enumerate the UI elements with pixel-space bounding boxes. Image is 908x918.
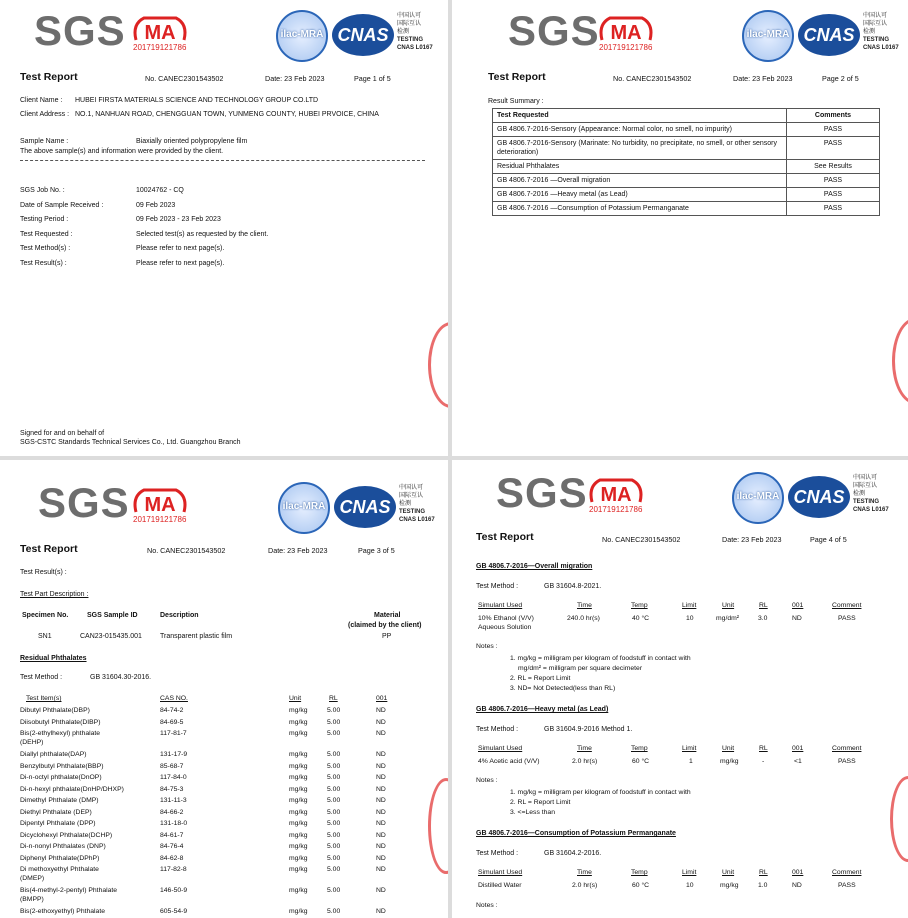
- phthalate-name: Bis(4-methyl-2-pentyl) Phthalate: [20, 887, 118, 894]
- rl-value: 5.00: [327, 866, 341, 873]
- phthalate-name: Diallyl phthalate(DAP): [20, 751, 87, 758]
- col-simulant: Simulant Used: [478, 869, 523, 876]
- comment-cell: PASS: [787, 174, 880, 188]
- comment-cell: PASS: [787, 202, 880, 216]
- phthalate-name: Diisobutyl Phthalate(DIBP): [20, 718, 101, 726]
- report-date: Date: 23 Feb 2023: [268, 546, 328, 555]
- table-row: [493, 123, 880, 137]
- note-line: 2. RL = Report Limit: [510, 675, 571, 682]
- col-time: Time: [577, 869, 592, 876]
- specimen-description: Transparent plastic film: [160, 633, 233, 640]
- cnas-logo: CNAS: [798, 14, 860, 56]
- rl-value: 5.00: [327, 785, 341, 793]
- col-rl: RL: [759, 869, 768, 876]
- test-results-label: Test Result(s) :: [20, 569, 67, 576]
- field-label: Test Requested :: [20, 231, 73, 238]
- rl-value: 5.00: [327, 808, 341, 816]
- field-label: SGS Job No. :: [20, 187, 65, 194]
- temp-value: 40 °C: [632, 615, 650, 622]
- col-time: Time: [577, 602, 592, 609]
- time-value: 2.0 hr(s): [572, 758, 598, 765]
- comment-cell: PASS: [787, 188, 880, 202]
- field-label: Date of Sample Received :: [20, 202, 104, 209]
- ilac-mra-logo: ilac-MRA: [732, 472, 784, 524]
- cnas-accreditation-text: 中国认可 国际互认 检测 TESTING CNAS L0167: [853, 475, 889, 513]
- rl-value: 5.00: [327, 843, 341, 850]
- phthalate-name: Bis(2-ethoxyethyl) Phthalate: [20, 908, 106, 915]
- cas-number: 84-69-5: [160, 718, 184, 726]
- sample-name-label: Sample Name :: [20, 138, 69, 145]
- comment-cell: PASS: [787, 137, 880, 160]
- col-rl: RL: [329, 695, 338, 702]
- temp-value: 60 °C: [632, 758, 650, 765]
- phthalate-name: Dibutyl Phthalate(DBP): [20, 707, 90, 714]
- page-number: Page 3 of 5: [358, 546, 395, 555]
- result-value: ND: [792, 882, 802, 889]
- report-date: Date: 23 Feb 2023: [733, 74, 793, 83]
- ilac-mra-logo: ilac-MRA: [742, 10, 794, 62]
- field-value: 09 Feb 2023: [136, 202, 176, 209]
- note-line: 3. ND= Not Detected(less than RL): [510, 685, 616, 692]
- client-name-label: Client Name :: [20, 97, 63, 104]
- unit-value: mg/kg: [289, 785, 308, 793]
- result-summary-label: Result Summary :: [488, 98, 544, 105]
- col-temp: Temp: [631, 869, 648, 876]
- cas-number: 84-74-2: [160, 707, 184, 714]
- col-comment: Comment: [832, 869, 862, 876]
- table-row: [493, 174, 880, 188]
- limit-value: 1: [689, 758, 693, 765]
- svg-text:MA: MA: [610, 22, 642, 44]
- time-value: 2.0 hr(s): [572, 882, 598, 889]
- test-method: GB 31604.8-2021.: [544, 583, 602, 590]
- col-test-requested: Test Requested: [493, 109, 787, 123]
- note-line: mg/dm² = milligram per square decimeter: [518, 665, 643, 672]
- col-rl: RL: [759, 602, 768, 609]
- table-row: [493, 137, 880, 160]
- result-summary-table: [492, 108, 880, 216]
- result-value: ND: [376, 887, 386, 894]
- page-number: Page 4 of 5: [810, 535, 847, 544]
- test-cell: GB 4806.7-2016-Sensory (Appearance: Normal color, no smell, no impurity): [493, 123, 787, 137]
- comment-value: PASS: [838, 615, 856, 622]
- result-value: ND: [376, 908, 386, 915]
- report-date: Date: 23 Feb 2023: [722, 535, 782, 544]
- unit-value: mg/kg: [289, 887, 308, 894]
- rl-value: 5.00: [327, 774, 341, 781]
- col-limit: Limit: [682, 869, 697, 876]
- table-row: [493, 160, 880, 174]
- notes-label: Notes :: [476, 643, 498, 650]
- field-value: Selected test(s) as requested by the client.: [136, 231, 269, 238]
- col-simulant: Simulant Used: [478, 745, 523, 752]
- unit-value: mg/kg: [289, 908, 308, 915]
- test-method: GB 31604.2-2016.: [544, 850, 602, 857]
- unit-value: mg/kg: [289, 718, 308, 726]
- rl-value: 5.00: [327, 908, 341, 915]
- result-value: ND: [376, 854, 386, 862]
- cnas-accreditation-text: 中国认可 国际互认 检测 TESTING CNAS L0167: [397, 13, 433, 51]
- col-comment: Comment: [832, 745, 862, 752]
- result-value: ND: [792, 615, 802, 622]
- report-title: Test Report: [476, 531, 534, 543]
- col-description: Description: [160, 612, 199, 619]
- section-heavy-metal-title: GB 4806.7-2016—Heavy metal (as Lead): [476, 706, 609, 713]
- ma-number: 201719121786: [133, 515, 187, 524]
- test-cell: GB 4806.7-2016-Sensory (Marinate: No turbidity, no precipitate, no smell, or other sensory deterioration): [493, 137, 787, 160]
- signed-line-1: Signed for and on behalf of: [20, 430, 105, 437]
- unit-value: mg/kg: [720, 882, 739, 889]
- test-method: GB 31604.9-2016 Method 1.: [544, 726, 633, 733]
- test-method-label: Test Method :: [476, 850, 519, 857]
- unit-value: mg/kg: [289, 707, 308, 714]
- result-value: ND: [376, 866, 386, 873]
- col-unit: Unit: [289, 695, 302, 702]
- rl-value: 5.00: [327, 707, 341, 714]
- field-value: Please refer to next page(s).: [136, 245, 225, 252]
- official-seal-stamp: [892, 318, 908, 404]
- svg-text:MA: MA: [600, 484, 632, 506]
- phthalate-name: Di-n-hexyl phthalate(DnHP/DHXP): [20, 785, 124, 793]
- phthalate-name: Di-n-nonyl Phthalates (DNP): [20, 843, 106, 850]
- cas-number: 84-66-2: [160, 808, 184, 816]
- client-address-label: Client Address :: [20, 111, 70, 118]
- phthalate-name: Dimethyl Phthalate (DMP): [20, 797, 99, 804]
- cnas-logo: CNAS: [334, 486, 396, 528]
- phthalate-name: Diphenyl Phthalate(DPhP): [20, 854, 100, 862]
- phthalate-abbrev: (DMEP): [20, 875, 45, 882]
- cnas-accreditation-text: 中国认可 国际互认 检测 TESTING CNAS L0167: [863, 13, 899, 51]
- note-line: 3. <=Less than: [510, 809, 555, 816]
- ma-number: 201719121786: [589, 505, 643, 514]
- svg-text:MA: MA: [144, 494, 176, 516]
- page-number: Page 2 of 5: [822, 74, 859, 83]
- col-material: Material: [374, 612, 401, 619]
- rl-value: 5.00: [327, 820, 341, 827]
- time-value: 240.0 hr(s): [567, 615, 600, 622]
- col-rl: RL: [759, 745, 768, 752]
- limit-value: 10: [686, 882, 694, 889]
- unit-value: mg/dm²: [716, 615, 740, 622]
- notes-label: Notes :: [476, 777, 498, 784]
- rl-value: 3.0: [758, 615, 768, 622]
- svg-text:MA: MA: [144, 22, 176, 44]
- col-limit: Limit: [682, 745, 697, 752]
- report-page-1: [0, 0, 448, 456]
- unit-value: mg/kg: [289, 831, 308, 839]
- col-comment: Comment: [832, 602, 862, 609]
- col-001: 001: [792, 602, 804, 609]
- client-name: HUBEI FIRSTA MATERIALS SCIENCE AND TECHNOLOGY GROUP CO.LTD: [75, 97, 319, 104]
- unit-value: mg/kg: [289, 866, 308, 873]
- cnas-logo: CNAS: [332, 14, 394, 56]
- result-value: ND: [376, 718, 386, 726]
- unit-value: mg/kg: [289, 854, 308, 862]
- divider: [20, 160, 425, 161]
- ilac-mra-logo: ilac-MRA: [276, 10, 328, 62]
- cas-number: 605-54-9: [160, 908, 188, 915]
- simulant-value-2: Aqueous Solution: [478, 624, 532, 631]
- unit-value: mg/kg: [289, 762, 308, 770]
- comment-cell: PASS: [787, 123, 880, 137]
- cas-number: 85-68-7: [160, 762, 184, 770]
- sgs-logo: SGS: [34, 7, 126, 54]
- ma-number: 201719121786: [599, 43, 653, 52]
- result-value: ND: [376, 843, 386, 850]
- ma-number: 201719121786: [133, 43, 187, 52]
- unit-value: mg/kg: [289, 843, 308, 850]
- simulant-value: 4% Acetic acid (V/V): [478, 758, 540, 765]
- col-unit: Unit: [722, 602, 735, 609]
- comment-value: PASS: [838, 758, 856, 765]
- col-unit: Unit: [722, 745, 735, 752]
- cas-number: 146-50-9: [160, 887, 188, 894]
- field-value: 09 Feb 2023 - 23 Feb 2023: [136, 216, 221, 223]
- specimen-no: SN1: [38, 633, 52, 640]
- official-seal-stamp: [428, 778, 448, 874]
- phthalate-name: Diethyl Phthalate (DEP): [20, 808, 92, 816]
- unit-value: mg/kg: [289, 774, 308, 781]
- cas-number: 131-11-3: [160, 797, 187, 804]
- rl-value: 5.00: [327, 762, 341, 770]
- phthalate-abbrev: (DEHP): [20, 739, 44, 746]
- simulant-value: Distilled Water: [478, 882, 522, 889]
- test-cell: GB 4806.7-2016 —Heavy metal (as Lead): [493, 188, 787, 202]
- field-label: Test Result(s) :: [20, 260, 67, 267]
- col-test-items: Test Item(s): [26, 695, 62, 702]
- field-value: Please refer to next page(s).: [136, 260, 225, 267]
- col-specimen-no: Specimen No.: [22, 612, 69, 619]
- cas-number: 117-81-7: [160, 730, 187, 737]
- phthalate-abbrev: (BMPP): [20, 896, 44, 903]
- rl-value: 5.00: [327, 887, 341, 894]
- table-row: [493, 188, 880, 202]
- col-simulant: Simulant Used: [478, 602, 523, 609]
- report-number: No. CANEC2301543502: [613, 74, 692, 83]
- result-value: ND: [376, 707, 386, 714]
- rl-value: 5.00: [327, 854, 341, 862]
- report-page-4: [452, 460, 908, 918]
- result-value: ND: [376, 730, 386, 737]
- rl-value: 5.00: [327, 831, 341, 839]
- phthalate-name: Dicyclohexyl Phthalate(DCHP): [20, 831, 113, 839]
- field-label: Test Method(s) :: [20, 245, 71, 252]
- rl-value: 1.0: [758, 882, 768, 889]
- result-value: ND: [376, 808, 386, 816]
- col-cas-no: CAS NO.: [160, 695, 188, 702]
- phthalate-name: Benzylbutyl Phthalate(BBP): [20, 762, 104, 770]
- limit-value: 10: [686, 615, 694, 622]
- unit-value: mg/kg: [720, 758, 739, 765]
- col-unit: Unit: [722, 869, 735, 876]
- cas-number: 84-61-7: [160, 831, 184, 839]
- test-cell: GB 4806.7-2016 —Overall migration: [493, 174, 787, 188]
- unit-value: mg/kg: [289, 730, 308, 737]
- comment-cell: See Results: [787, 160, 880, 174]
- table-row: [493, 202, 880, 216]
- field-value: 10024762 - CQ: [136, 187, 184, 194]
- notes-label: Notes :: [476, 902, 498, 909]
- note-line: 1. mg/kg = milligram per kilogram of foodstuff in contact with: [510, 789, 691, 796]
- sgs-logo: SGS: [38, 479, 130, 526]
- rl-value: 5.00: [327, 797, 341, 804]
- section-permanganate-title: GB 4806.7-2016—Consumption of Potassium Permanganate: [476, 830, 676, 837]
- note-line: 1. mg/kg = milligram per kilogram of foodstuff in contact with: [510, 655, 691, 662]
- report-title: Test Report: [488, 71, 546, 83]
- phthalate-name: Dipentyl Phthalate (DPP): [20, 820, 96, 827]
- cas-number: 117-84-0: [160, 774, 187, 781]
- sgs-logo: SGS: [508, 7, 600, 54]
- result-value: ND: [376, 797, 386, 804]
- col-material-note: (claimed by the client): [348, 622, 422, 629]
- report-page-2: [452, 0, 908, 456]
- client-address: NO.1, NANHUAN ROAD, CHENGGUAN TOWN, YUNMENG COUNTY, HUBEI PRVOICE, CHINA: [75, 111, 379, 118]
- ilac-mra-logo: ilac-MRA: [278, 482, 330, 534]
- table-header-row: [493, 109, 880, 123]
- sample-note: The above sample(s) and information were provided by the client.: [20, 148, 224, 155]
- note-line: 2. RL = Report Limit: [510, 799, 571, 806]
- result-value: ND: [376, 751, 386, 758]
- report-title: Test Report: [20, 543, 78, 555]
- result-value: ND: [376, 820, 386, 827]
- page-number: Page 1 of 5: [354, 74, 391, 83]
- cas-number: 84-62-8: [160, 854, 184, 862]
- cnas-accreditation-text: 中国认可 国际互认 检测 TESTING CNAS L0167: [399, 485, 435, 523]
- section-overall-migration-title: GB 4806.7-2016—Overall migration: [476, 563, 593, 570]
- report-number: No. CANEC2301543502: [145, 74, 224, 83]
- sample-name: Biaxially oriented polypropylene film: [136, 138, 248, 145]
- test-cell: GB 4806.7-2016 —Consumption of Potassium Permanganate: [493, 202, 787, 216]
- test-method: GB 31604.30-2016.: [90, 674, 152, 681]
- result-value: <1: [794, 758, 802, 765]
- comment-value: PASS: [838, 882, 856, 889]
- col-time: Time: [577, 745, 592, 752]
- rl-value: 5.00: [327, 730, 341, 737]
- cas-number: 131-17-9: [160, 751, 188, 758]
- col-temp: Temp: [631, 745, 648, 752]
- signed-line-2: SGS-CSTC Standards Technical Services Co., Ltd. Guangzhou Branch: [20, 439, 241, 446]
- test-method-label: Test Method :: [476, 583, 519, 590]
- phthalate-name: Bis(2-ethylhexyl) phthalate: [20, 730, 101, 737]
- cas-number: 84-75-3: [160, 785, 184, 793]
- phthalate-name: Di methoxyethyl Phthalate: [20, 866, 99, 873]
- rl-value: -: [762, 758, 765, 765]
- col-comments: Comments: [787, 109, 880, 123]
- cas-number: 84-76-4: [160, 843, 184, 850]
- col-temp: Temp: [631, 602, 648, 609]
- unit-value: mg/kg: [289, 820, 308, 827]
- unit-value: mg/kg: [289, 751, 308, 758]
- cas-number: 131-18-0: [160, 820, 188, 827]
- result-value: ND: [376, 762, 386, 770]
- result-value: ND: [376, 831, 386, 839]
- test-cell: Residual Phthalates: [493, 160, 787, 174]
- col-001: 001: [792, 869, 804, 876]
- official-seal-stamp: [890, 776, 908, 862]
- simulant-value: 10% Ethanol (V/V): [478, 615, 534, 622]
- report-number: No. CANEC2301543502: [147, 546, 226, 555]
- temp-value: 60 °C: [632, 882, 650, 889]
- test-method-label: Test Method :: [20, 674, 63, 681]
- report-number: No. CANEC2301543502: [602, 535, 681, 544]
- phthalate-name: Di-n-octyl phthalate(DnOP): [20, 774, 102, 781]
- report-date: Date: 23 Feb 2023: [265, 74, 325, 83]
- sgs-logo: SGS: [496, 469, 588, 516]
- sgs-sample-id: CAN23-015435.001: [80, 633, 142, 640]
- col-001: 001: [792, 745, 804, 752]
- field-label: Testing Period :: [20, 216, 69, 223]
- col-001: 001: [376, 695, 388, 702]
- unit-value: mg/kg: [289, 797, 308, 804]
- cnas-logo: CNAS: [788, 476, 850, 518]
- col-sgs-sample-id: SGS Sample ID: [87, 612, 138, 619]
- test-method-label: Test Method :: [476, 726, 519, 733]
- report-title: Test Report: [20, 71, 78, 83]
- cas-number: 117-82-8: [160, 866, 187, 873]
- test-part-description-label: Test Part Description :: [20, 591, 89, 598]
- result-value: ND: [376, 774, 386, 781]
- unit-value: mg/kg: [289, 808, 308, 816]
- result-value: ND: [376, 785, 386, 793]
- col-limit: Limit: [682, 602, 697, 609]
- rl-value: 5.00: [327, 718, 341, 726]
- specimen-material: PP: [382, 633, 392, 640]
- official-seal-stamp: [428, 322, 448, 408]
- section-title: Residual Phthalates: [20, 655, 87, 662]
- report-page-3: [0, 460, 448, 918]
- rl-value: 5.00: [327, 751, 341, 758]
